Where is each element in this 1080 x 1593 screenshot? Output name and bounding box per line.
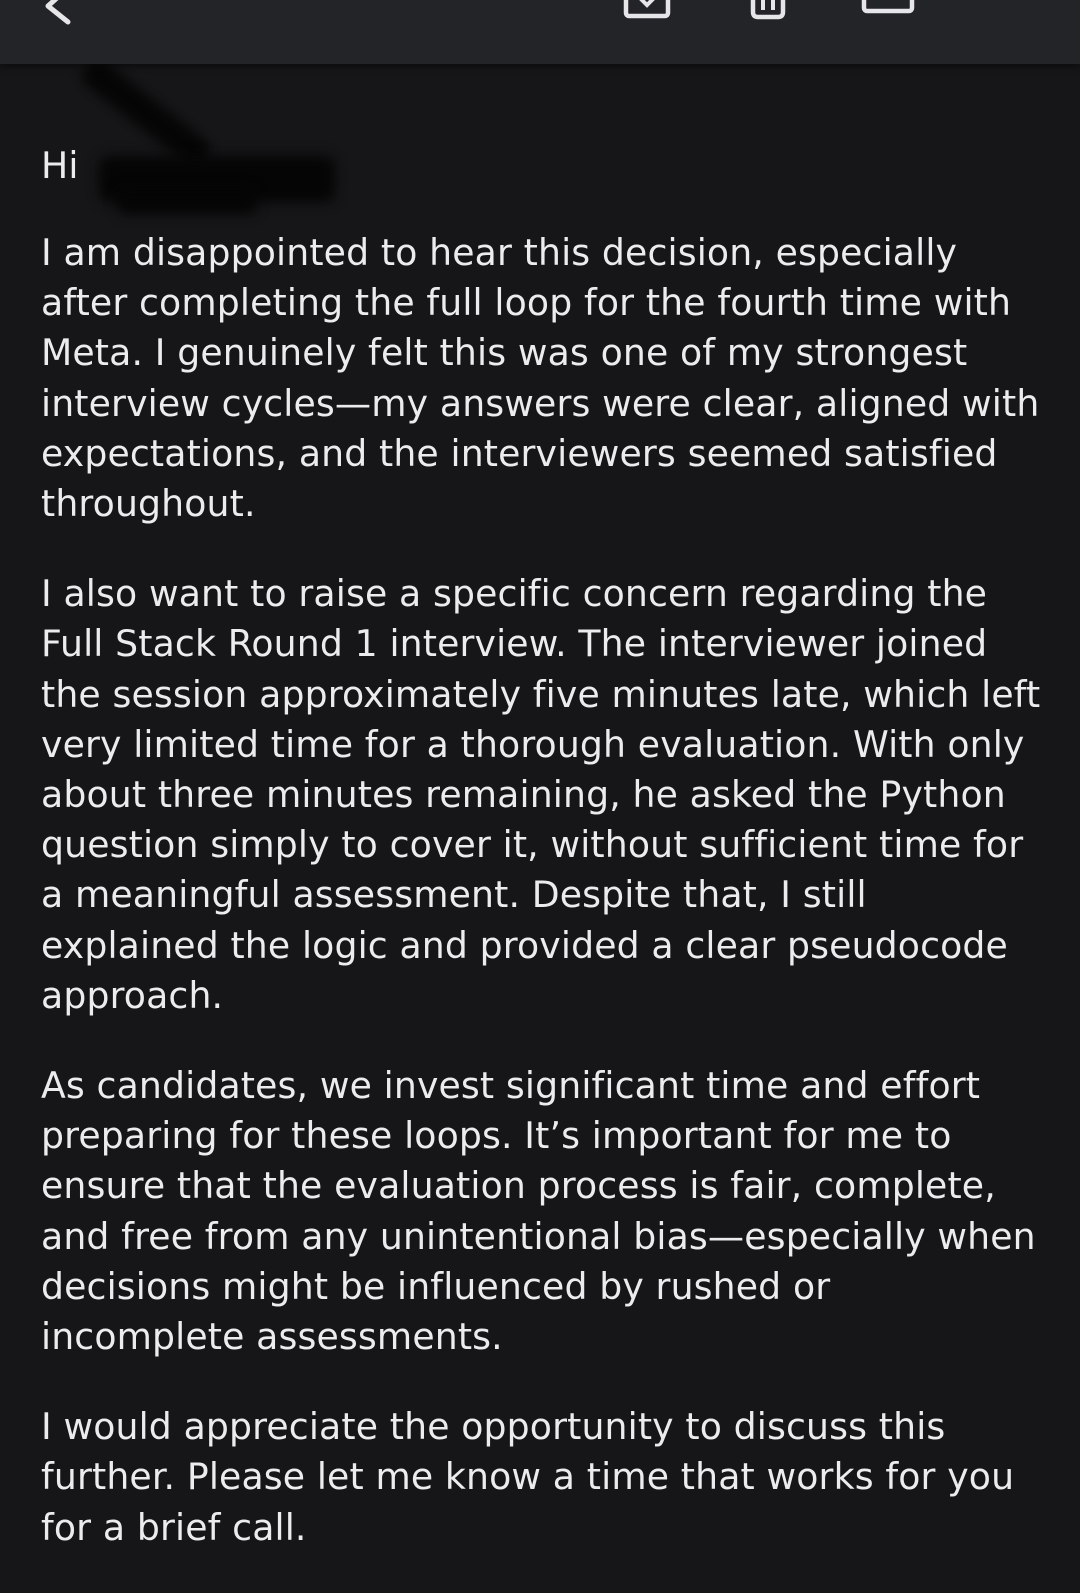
text-line: about three minutes remaining, he asked the Python <box>41 773 1006 817</box>
paragraph-1 <box>41 228 1051 529</box>
email-body <box>41 138 1051 1593</box>
text-line: decisions might be influenced by rushed or <box>41 1264 831 1308</box>
text-line: approach. <box>41 973 224 1017</box>
redaction-mark <box>117 188 257 214</box>
email-toolbar <box>0 0 1080 64</box>
text-line: interview cycles—my answers were clear, aligned with <box>41 381 1040 425</box>
back-chevron-icon[interactable] <box>38 0 78 26</box>
text-line: ensure that the evaluation process is fair, complete, <box>41 1164 996 1208</box>
trash-icon[interactable] <box>748 0 788 22</box>
text-line: incomplete assessments. <box>41 1315 503 1359</box>
paragraph-2 <box>41 569 1051 1021</box>
mail-icon[interactable] <box>860 0 916 18</box>
text-line: Full Stack Round 1 interview. The interviewer joined <box>41 622 988 666</box>
text-line: explained the logic and provided a clear pseudocode <box>41 923 1008 967</box>
text-line: a meaningful assessment. Despite that, I still <box>41 873 867 917</box>
text-line: the session approximately five minutes late, which left <box>41 672 1041 716</box>
text-line: As candidates, we invest significant time and effort <box>41 1064 981 1108</box>
text-line: for a brief call. <box>41 1505 307 1549</box>
text-line: I also want to raise a specific concern regarding the <box>41 572 988 616</box>
text-line: question simply to cover it, without sufficient time for <box>41 823 1024 867</box>
text-line: I am disappointed to hear this decision, especially <box>41 231 958 274</box>
text-line: expectations, and the interviewers seemed satisfied <box>41 431 998 475</box>
text-line: and free from any unintentional bias—especially when <box>41 1214 1036 1258</box>
text-line: Meta. I genuinely felt this was one of my strongest <box>41 331 968 375</box>
text-line: preparing for these loops. It’s important for me to <box>41 1114 952 1158</box>
paragraph-4 <box>41 1402 1051 1553</box>
greeting-line <box>41 138 1051 194</box>
paragraph-3 <box>41 1061 1051 1362</box>
text-line: throughout. <box>41 482 256 526</box>
greeting-text: Hi <box>41 144 79 187</box>
archive-icon[interactable] <box>622 0 672 22</box>
text-line: further. Please let me know a time that works for you <box>41 1455 1015 1499</box>
text-line: very limited time for a thorough evaluation. With only <box>41 722 1025 766</box>
redaction-mark <box>78 55 215 171</box>
text-line: I would appreciate the opportunity to discuss this <box>41 1405 946 1449</box>
text-line: after completing the full loop for the fourth time with <box>41 281 1012 325</box>
